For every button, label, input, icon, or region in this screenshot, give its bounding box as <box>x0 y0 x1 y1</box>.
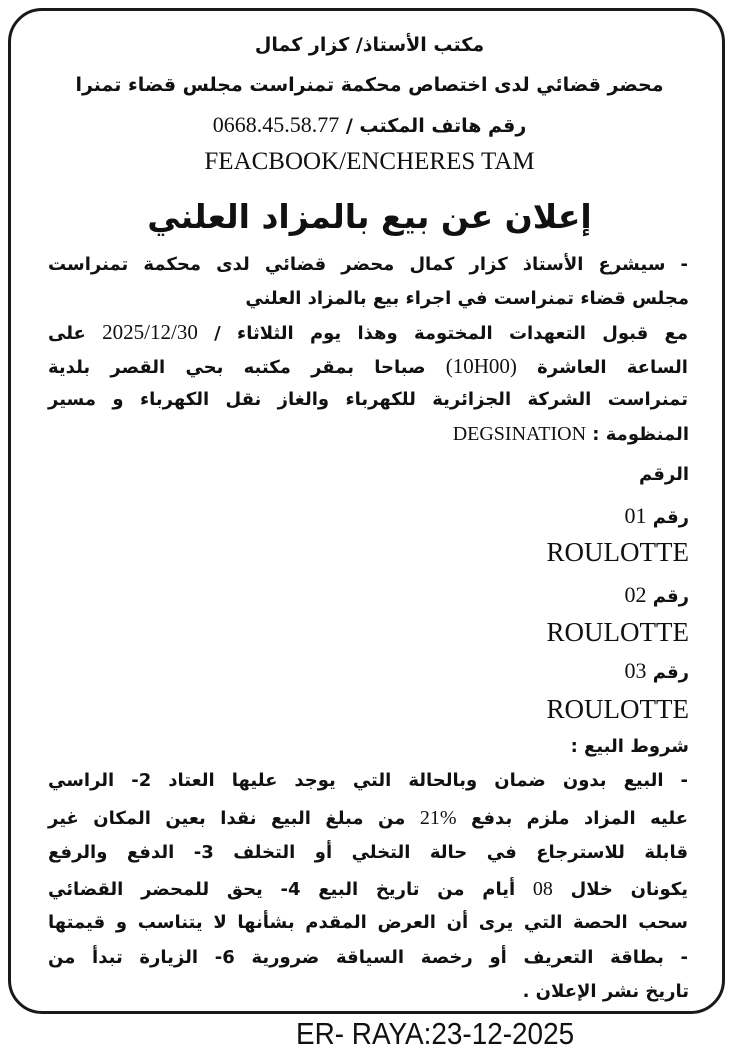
deposit-percent: 21% <box>419 807 457 829</box>
facebook-line: FEACBOOK/ENCHERES TAM <box>204 148 535 175</box>
office-name: مكتب الأستاذ/ كزار كمال <box>254 34 485 56</box>
intro-line-3-end: على <box>48 323 86 344</box>
item-label: رقم <box>652 662 689 683</box>
item-label: رقم <box>652 507 689 528</box>
phone-line <box>0 114 739 136</box>
item-name: ROULOTTE <box>546 617 689 647</box>
publication-reference: ER- RAYA:23-12-2025 <box>296 1016 575 1051</box>
intro-line-4 <box>48 356 688 377</box>
item-number-line <box>624 584 689 606</box>
intro-line-2: مجلس قضاء تمنراست في اجراء بيع بالمزاد العلني <box>245 288 689 309</box>
item-number-line <box>624 660 689 682</box>
item-number: 03 <box>624 658 647 683</box>
item-name: ROULOTTE <box>546 694 689 724</box>
item-number: 01 <box>624 503 647 528</box>
intro-line-1: - سيشرع الأستاذ كزار كمال محضر قضائي لدى محكمة تمنراست <box>48 254 688 275</box>
sale-date: 2025/12/30 <box>102 320 198 344</box>
conditions-heading: شروط البيع : <box>570 736 689 757</box>
designation-text: DEGSINATION <box>452 423 587 445</box>
condition-line-6: - بطاقة التعريف أو رخصة السياقة ضرورية 6- الزيارة تبدأ من <box>48 947 689 968</box>
condition-line-2-b: من مبلغ البيع نقدا بعين المكان غير <box>48 808 406 829</box>
phone-label: رقم هاتف المكتب / <box>345 115 527 137</box>
designation-label: المنظومة : <box>592 424 689 445</box>
intro-line-6 <box>453 424 689 444</box>
item-label: رقم <box>652 586 689 607</box>
item-number-line <box>624 505 689 527</box>
condition-line-2-a: عليه المزاد ملزم بدفع <box>470 808 688 829</box>
items-header: الرقم <box>638 464 689 485</box>
item-number: 02 <box>624 582 647 607</box>
condition-line-2 <box>48 808 688 828</box>
item-name: ROULOTTE <box>546 537 689 567</box>
intro-line-5: تمنراست الشركة الجزائرية للكهرباء والغاز نقل الكهرباء و مسير <box>48 389 688 410</box>
condition-line-4-a: يكونان خلال <box>570 879 688 900</box>
sale-time: (10H00) <box>445 354 517 378</box>
condition-line-7: تاريخ نشر الإعلان . <box>522 981 689 1002</box>
condition-line-3: قابلة للاسترجاع في حالة التخلي أو التخلف 3- الدفع والرفع <box>48 842 688 863</box>
page-title: إعلان عن بيع بالمزاد العلني <box>147 197 592 236</box>
condition-line-4 <box>48 879 688 899</box>
intro-line-3-text: مع قبول التعهدات المختومة وهذا يوم الثلاثاء / <box>214 323 688 344</box>
condition-line-1: - البيع بدون ضمان وبالحالة التي يوجد عليها العتاد 2- الراسي <box>48 770 689 791</box>
intro-line-4-end: صباحا بمقر مكتبه بحي القصر بلدية <box>48 357 426 378</box>
phone-number: 0668.45.58.77 <box>212 112 340 137</box>
days-count: 08 <box>532 878 553 900</box>
jurisdiction-line: محضر قضائي لدى اختصاص محكمة تمنراست مجلس قضاء تمنرا <box>75 74 664 96</box>
intro-line-4-text: الساعة العاشرة <box>537 357 688 378</box>
intro-line-3 <box>48 322 688 343</box>
condition-line-5: سحب الحصة التي يرى أن العرض المقدم بشأنها لا يتناسب و قيمتها <box>48 912 688 933</box>
condition-line-4-b: أيام من تاريخ البيع 4- يحق للمحضر القضائي <box>48 879 516 900</box>
